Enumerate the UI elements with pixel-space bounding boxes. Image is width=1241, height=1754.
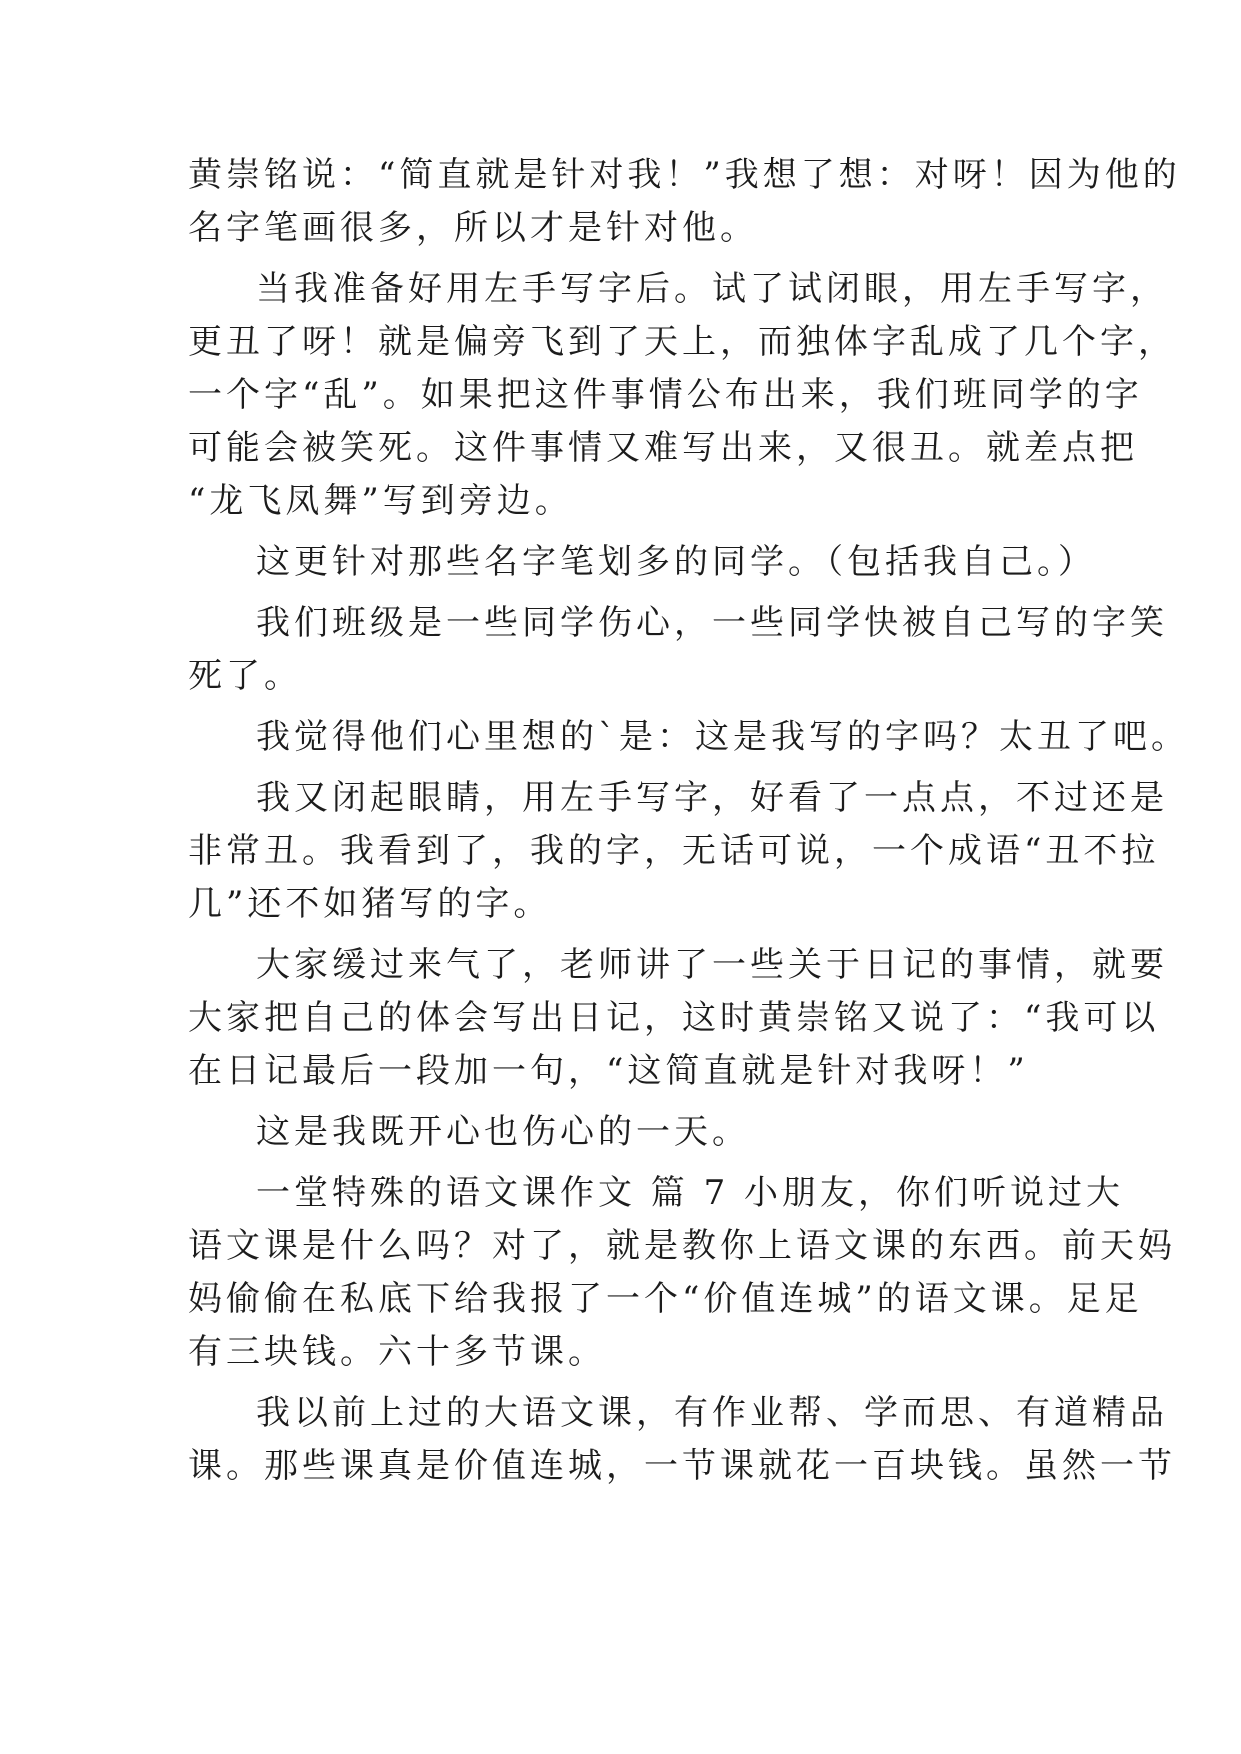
text-line: 当我准备好用左手写字后。试了试闭眼，用左手写字， [256, 269, 1168, 309]
text-line: 一个字“乱”。如果把这件事情公布出来，我们班同学的字 [188, 375, 1143, 415]
text-line: 这是我既开心也伤心的一天。 [256, 1112, 750, 1152]
text-line: 我们班级是一些同学伤心，一些同学快被自己写的字笑 [256, 603, 1168, 643]
text-line: 名字笔画很多，所以才是针对他。 [188, 208, 758, 248]
text-line: 非常丑。我看到了，我的字，无话可说，一个成语“丑不拉 [188, 831, 1160, 871]
text-line: 黄崇铭说：“简直就是针对我！”我想了想：对呀！因为他的 [188, 155, 1181, 195]
text-line: 我又闭起眼睛，用左手写字，好看了一点点，不过还是 [256, 778, 1168, 818]
text-line: 我觉得他们心里想的`是：这是我写的字吗？太丑了吧。 [256, 717, 1189, 757]
text-line: 更丑了呀！就是偏旁飞到了天上，而独体字乱成了几个字， [188, 322, 1176, 362]
text-line: 语文课是什么吗？对了，就是教你上语文课的东西。前天妈 [188, 1226, 1176, 1266]
text-line: 我以前上过的大语文课，有作业帮、学而思、有道精品 [256, 1393, 1168, 1433]
text-line: 在日记最后一段加一句，“这简直就是针对我呀！” [188, 1051, 1029, 1091]
text-line: 妈偷偷在私底下给我报了一个“价值连城”的语文课。足足 [188, 1279, 1143, 1319]
text-line: 死了。 [188, 656, 302, 696]
text-line: 几”还不如猪写的字。 [188, 884, 552, 924]
text-line: 一堂特殊的语文课作文 篇 7 小朋友，你们听说过大 [256, 1173, 1125, 1213]
text-line: 大家把自己的体会写出日记，这时黄崇铭又说了：“我可以 [188, 998, 1160, 1038]
text-line: 可能会被笑死。这件事情又难写出来，又很丑。就差点把 [188, 428, 1138, 468]
text-line: 课。那些课真是价值连城，一节课就花一百块钱。虽然一节 [188, 1446, 1176, 1486]
text-line: 这更针对那些名字笔划多的同学。（包括我自己。） [256, 542, 1096, 582]
text-line: 有三块钱。六十多节课。 [188, 1332, 606, 1372]
text-line: “龙飞凤舞”写到旁边。 [188, 481, 573, 521]
text-line: 大家缓过来气了，老师讲了一些关于日记的事情，就要 [256, 945, 1168, 985]
